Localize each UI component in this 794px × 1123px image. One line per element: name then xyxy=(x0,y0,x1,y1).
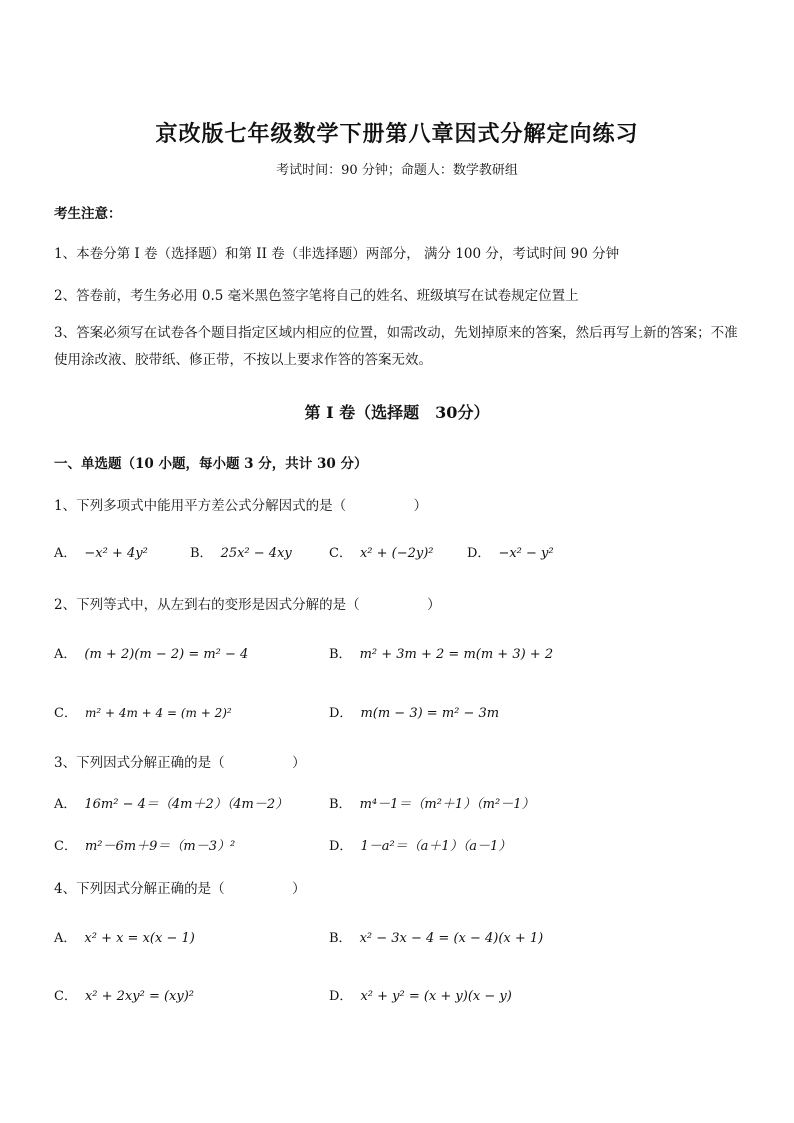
question-1-option-b[interactable] xyxy=(190,542,292,561)
option-expr: m² + 3m + 2 = m(m + 3) + 2 xyxy=(359,647,554,662)
question-1-stem: 1、下列多项式中能用平方差公式分解因式的是（ ） xyxy=(54,498,428,514)
option-expr: m²－6m＋9＝（m－3）² xyxy=(84,839,236,854)
question-1-option-c[interactable] xyxy=(329,542,434,561)
option-expr: −x² + 4y² xyxy=(84,546,148,561)
question-3-option-d[interactable] xyxy=(329,835,511,854)
option-label: C． xyxy=(54,706,77,721)
option-expr: m(m − 3) = m² − 3m xyxy=(360,706,500,721)
question-2-option-a[interactable] xyxy=(54,643,248,662)
option-label: C． xyxy=(329,546,352,561)
question-4-option-b[interactable] xyxy=(329,927,543,946)
option-label: D． xyxy=(329,989,353,1004)
option-label: A． xyxy=(54,931,77,946)
question-2-option-b[interactable] xyxy=(329,643,553,662)
option-label: A． xyxy=(54,647,77,662)
option-expr: m² + 4m + 4 = (m + 2)² xyxy=(84,706,232,720)
option-label: B． xyxy=(190,546,213,561)
section-heading: 一、单选题（10 小题，每小题 3 分，共计 30 分） xyxy=(54,456,368,472)
question-4-option-d[interactable] xyxy=(329,985,512,1004)
notice-item-2: 2、答卷前，考生务必用 0.5 毫米黑色签字笔将自己的姓名、班级填写在试卷规定位置上 xyxy=(54,288,579,304)
question-3-stem: 3、下列因式分解正确的是（ ） xyxy=(54,755,306,771)
option-label: D． xyxy=(329,839,353,854)
option-expr: 1－a²＝（a＋1）（a－1） xyxy=(360,839,512,854)
question-3-option-b[interactable] xyxy=(329,793,535,812)
question-2-option-c[interactable] xyxy=(54,702,232,721)
option-label: C． xyxy=(54,839,77,854)
option-label: C． xyxy=(54,989,77,1004)
option-expr: x² + (−2y)² xyxy=(359,546,434,561)
option-label: A． xyxy=(54,546,77,561)
exam-info: 考试时间：90 分钟；命题人：数学教研组 xyxy=(276,163,518,178)
question-3-option-c[interactable] xyxy=(54,835,235,854)
option-label: B． xyxy=(329,797,352,812)
question-4-option-a[interactable] xyxy=(54,927,195,946)
question-1-option-d[interactable] xyxy=(467,542,554,561)
option-label: D． xyxy=(467,546,491,561)
option-expr: (m + 2)(m − 2) = m² − 4 xyxy=(84,647,249,662)
option-expr: −x² − y² xyxy=(498,546,554,561)
question-1-option-a[interactable] xyxy=(54,542,148,561)
option-expr: x² + x = x(x − 1) xyxy=(84,931,195,946)
option-expr: 16m² − 4＝（4m＋2）（4m－2） xyxy=(84,797,289,812)
option-expr: 25x² − 4xy xyxy=(220,546,292,561)
page-title: 京改版七年级数学下册第八章因式分解定向练习 xyxy=(155,121,639,147)
notice-item-1: 1、本卷分第 I 卷（选择题）和第 II 卷（非选择题）两部分， 满分 100 分，考试时间 90 分钟 xyxy=(54,246,620,262)
option-label: A． xyxy=(54,797,77,812)
option-expr: x² + 2xy² = (xy)² xyxy=(84,989,194,1004)
question-2-option-d[interactable] xyxy=(329,702,499,721)
option-expr: m⁴－1＝（m²＋1）（m²－1） xyxy=(359,797,535,812)
notice-heading: 考生注意： xyxy=(54,206,122,222)
option-label: B． xyxy=(329,931,352,946)
question-2-stem: 2、下列等式中，从左到右的变形是因式分解的是（ ） xyxy=(54,597,441,613)
option-label: D． xyxy=(329,706,353,721)
option-expr: x² − 3x − 4 = (x − 4)(x + 1) xyxy=(359,931,544,946)
question-4-option-c[interactable] xyxy=(54,985,194,1004)
question-4-stem: 4、下列因式分解正确的是（ ） xyxy=(54,881,306,897)
part1-heading: 第 I 卷（选择题 30分） xyxy=(304,403,490,422)
question-3-option-a[interactable] xyxy=(54,793,288,812)
notice-item-3: 3、答案必须写在试卷各个题目指定区域内相应的位置，如需改动，先划掉原来的答案，然后再写上新的答案；不准使用涂改液、胶带纸、修正带，不按以上要求作答的答案无效。 xyxy=(54,325,738,368)
option-expr: x² + y² = (x + y)(x − y) xyxy=(360,989,512,1004)
option-label: B． xyxy=(329,647,352,662)
